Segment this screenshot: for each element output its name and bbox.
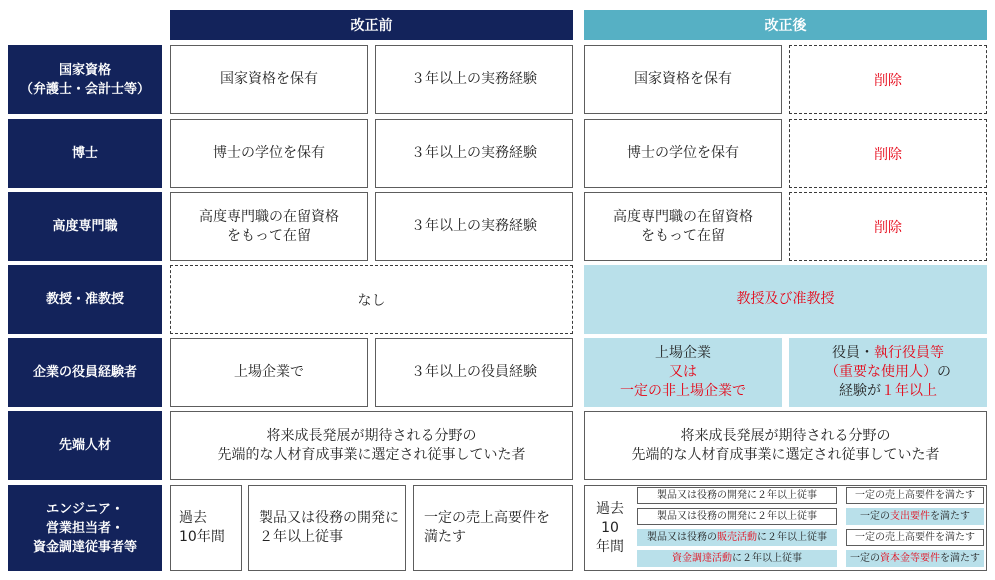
after-highly-skilled-cell: 高度専門職の在留資格 をもって在留 bbox=[584, 192, 782, 261]
before-executive-listed-cell: 上場企業で bbox=[170, 338, 368, 407]
before-highly-skilled-cell: 高度専門職の在留資格 をもって在留 bbox=[170, 192, 368, 261]
before-national-license-cell: 国家資格を保有 bbox=[170, 45, 368, 114]
after-engineer-left-item: 資金調達活動 に２年以上従事 bbox=[637, 550, 837, 567]
after-engineer-period-cell: 過去 10 年間 bbox=[596, 500, 624, 555]
after-executive-role-cell: 役員・執行役員等 （重要な使用人）の 経験が１年以上 bbox=[789, 338, 987, 407]
header-before: 改正前 bbox=[170, 10, 573, 40]
before-engineer-period-cell: 過去 10年間 bbox=[170, 485, 242, 571]
after-engineer-right-item: 一定の売上高要件を満たす bbox=[846, 529, 984, 546]
before-highly-skilled-experience-cell: ３年以上の実務経験 bbox=[375, 192, 573, 261]
after-national-deleted-cell: 削除 bbox=[789, 45, 987, 114]
before-national-experience-cell: ３年以上の実務経験 bbox=[375, 45, 573, 114]
row-label-national-license: 国家資格 （弁護士・会計士等） bbox=[8, 45, 162, 114]
before-professor-cell: なし bbox=[170, 265, 573, 334]
after-engineer-right-item: 一定の 資本金等要件 を満たす bbox=[846, 550, 984, 567]
row-label-engineer: エンジニア・ 営業担当者・ 資金調達従事者等 bbox=[8, 485, 162, 571]
before-doctorate-cell: 博士の学位を保有 bbox=[170, 119, 368, 188]
row-label-doctorate: 博士 bbox=[8, 119, 162, 188]
before-advanced-talent-cell: 将来成長発展が期待される分野の 先端的な人材育成事業に選定され従事していた者 bbox=[170, 411, 573, 480]
after-doctorate-deleted-cell: 削除 bbox=[789, 119, 987, 188]
after-professor-cell: 教授及び准教授 bbox=[584, 265, 987, 334]
before-executive-experience-cell: ３年以上の役員経験 bbox=[375, 338, 573, 407]
after-executive-company-cell: 上場企業 又は 一定の非上場企業で bbox=[584, 338, 782, 407]
after-engineer-left-item: 製品又は役務の 販売活動 に２年以上従事 bbox=[637, 529, 837, 546]
after-highly-skilled-deleted-cell: 削除 bbox=[789, 192, 987, 261]
after-engineer-right-item: 一定の売上高要件を満たす bbox=[846, 487, 984, 504]
header-after: 改正後 bbox=[584, 10, 987, 40]
row-label-professor: 教授・准教授 bbox=[8, 265, 162, 334]
before-engineer-sales-cell: 一定の売上高要件を 満たす bbox=[413, 485, 573, 571]
after-engineer-right-item: 一定の 支出要件 を満たす bbox=[846, 508, 984, 525]
after-doctorate-cell: 博士の学位を保有 bbox=[584, 119, 782, 188]
after-engineer-left-item: 製品又は役務の開発に２年以上従事 bbox=[637, 487, 837, 504]
row-label-executive: 企業の役員経験者 bbox=[8, 338, 162, 407]
after-national-license-cell: 国家資格を保有 bbox=[584, 45, 782, 114]
row-label-highly-skilled: 高度専門職 bbox=[8, 192, 162, 261]
after-advanced-talent-cell: 将来成長発展が期待される分野の 先端的な人材育成事業に選定され従事していた者 bbox=[584, 411, 987, 480]
after-engineer-left-item: 製品又は役務の開発に２年以上従事 bbox=[637, 508, 837, 525]
before-doctorate-experience-cell: ３年以上の実務経験 bbox=[375, 119, 573, 188]
row-label-advanced-talent: 先端人材 bbox=[8, 411, 162, 480]
before-engineer-dev-cell: 製品又は役務の開発に ２年以上従事 bbox=[248, 485, 406, 571]
